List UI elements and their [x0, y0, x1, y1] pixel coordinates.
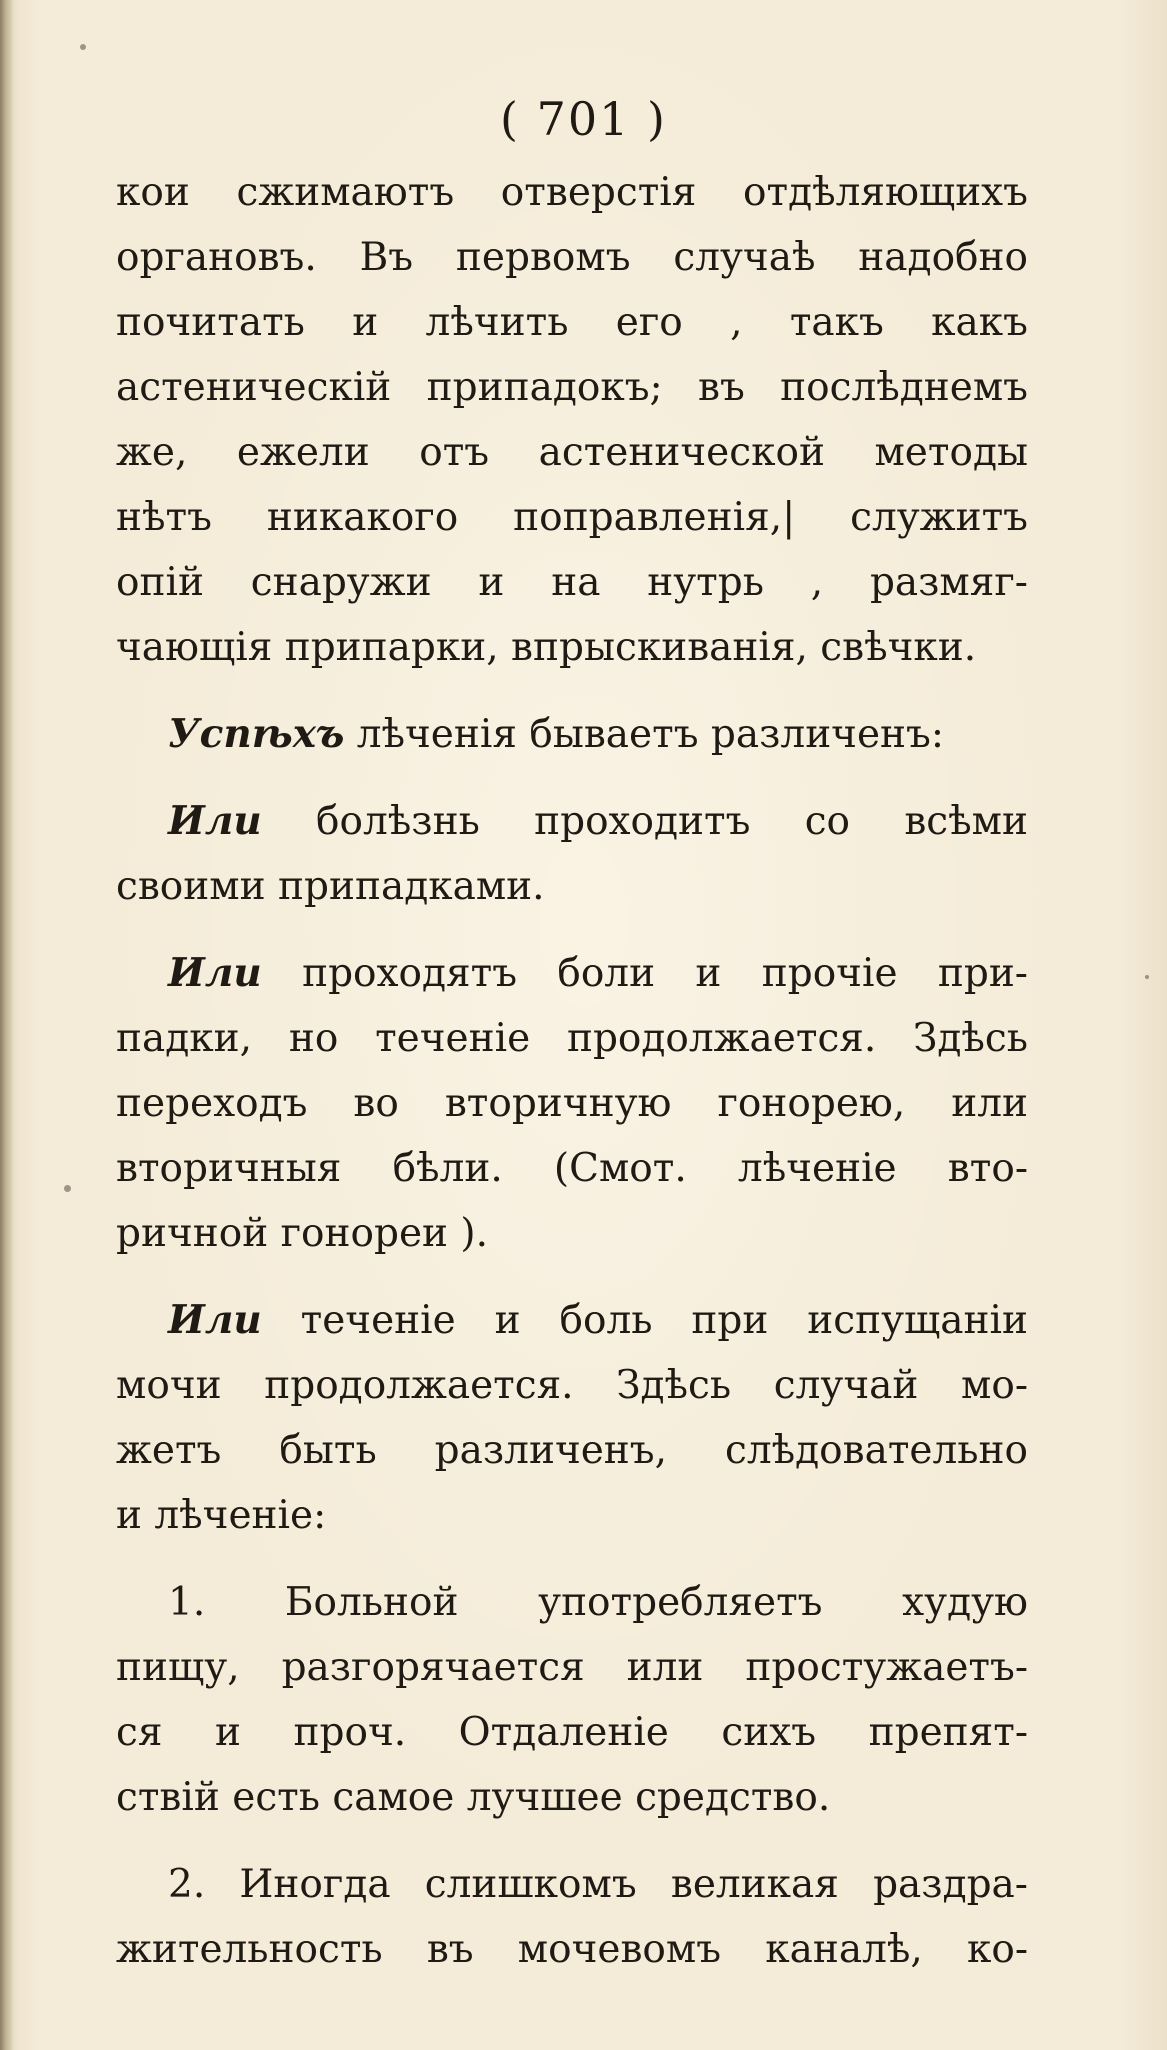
ink-speck [64, 1185, 71, 1192]
paragraph [116, 941, 1028, 1266]
text-line: переходъ во вторичную гонорею, или [116, 1081, 1028, 1126]
text-line-rest: теченiе и боль при испущанiи [261, 1298, 1028, 1343]
book-spine-shadow [0, 0, 14, 2050]
text-line [116, 1288, 1028, 1353]
body-text [116, 160, 1028, 1982]
text-line: падки, но теченiе продолжается. Здѣсь [116, 1016, 1028, 1061]
text-line: кои сжимаютъ отверстiя отдѣляющихъ [116, 170, 1028, 215]
text-line: и лѣченiе: [116, 1493, 327, 1538]
paragraph [116, 1852, 1028, 1982]
paragraph [116, 1288, 1028, 1548]
text-line [116, 702, 1028, 767]
text-line: вторичныя бѣли. (Смот. лѣченiе вто- [116, 1146, 1028, 1191]
text-line-rest: лѣченiя бываетъ различенъ: [344, 712, 944, 757]
text-line: жительность въ мочевомъ каналѣ, ко- [116, 1927, 1028, 1972]
text-line: астеническiй припадокъ; въ послѣднемъ [116, 365, 1028, 410]
ink-speck [1145, 975, 1149, 979]
text-line-rest: проходятъ боли и прочiе при- [261, 951, 1028, 996]
text-line: жетъ быть различенъ, слѣдовательно [116, 1428, 1028, 1473]
text-line: же, ежели отъ астенической методы [116, 430, 1028, 475]
text-line: пищу, разгорячается или простужаетъ- [116, 1645, 1028, 1690]
paragraph-lead-word: Или [168, 1297, 262, 1343]
paragraph-lead-word: Или [168, 798, 262, 844]
paragraph [116, 789, 1028, 919]
text-line: чающiя припарки, впрыскиванiя, свѣчки. [116, 625, 977, 670]
text-line: 2. Иногда слишкомъ великая раздра- [168, 1862, 1028, 1907]
text-line [116, 941, 1028, 1006]
text-line: 1. Больной употребляетъ худую [168, 1580, 1028, 1625]
text-line: своими припадками. [116, 864, 545, 909]
text-line: ствiй есть самое лучшее средство. [116, 1775, 831, 1820]
text-line: опiй снаружи и на нутрь , размяг- [116, 560, 1028, 605]
paragraph-lead-word: Или [168, 950, 262, 996]
text-line: ричной гонореи ). [116, 1211, 489, 1256]
ink-speck [80, 44, 86, 50]
page-number: ( 701 ) [500, 92, 667, 146]
text-line: мочи продолжается. Здѣсь случай мо- [116, 1363, 1028, 1408]
paragraph [116, 702, 1028, 767]
text-line: ся и проч. Отдаленiе сихъ препят- [116, 1710, 1028, 1755]
paragraph-lead-word: Успѣхъ [168, 711, 345, 757]
paragraph [116, 160, 1028, 680]
text-line: органовъ. Въ первомъ случаѣ надобно [116, 235, 1028, 280]
text-line [116, 789, 1028, 854]
text-line: нѣтъ никакого поправленiя,| служитъ [116, 495, 1028, 540]
text-line-rest: болѣзнь проходитъ со всѣми [261, 799, 1028, 844]
paragraph [116, 1570, 1028, 1830]
text-line: почитать и лѣчить его , такъ какъ [116, 300, 1028, 345]
